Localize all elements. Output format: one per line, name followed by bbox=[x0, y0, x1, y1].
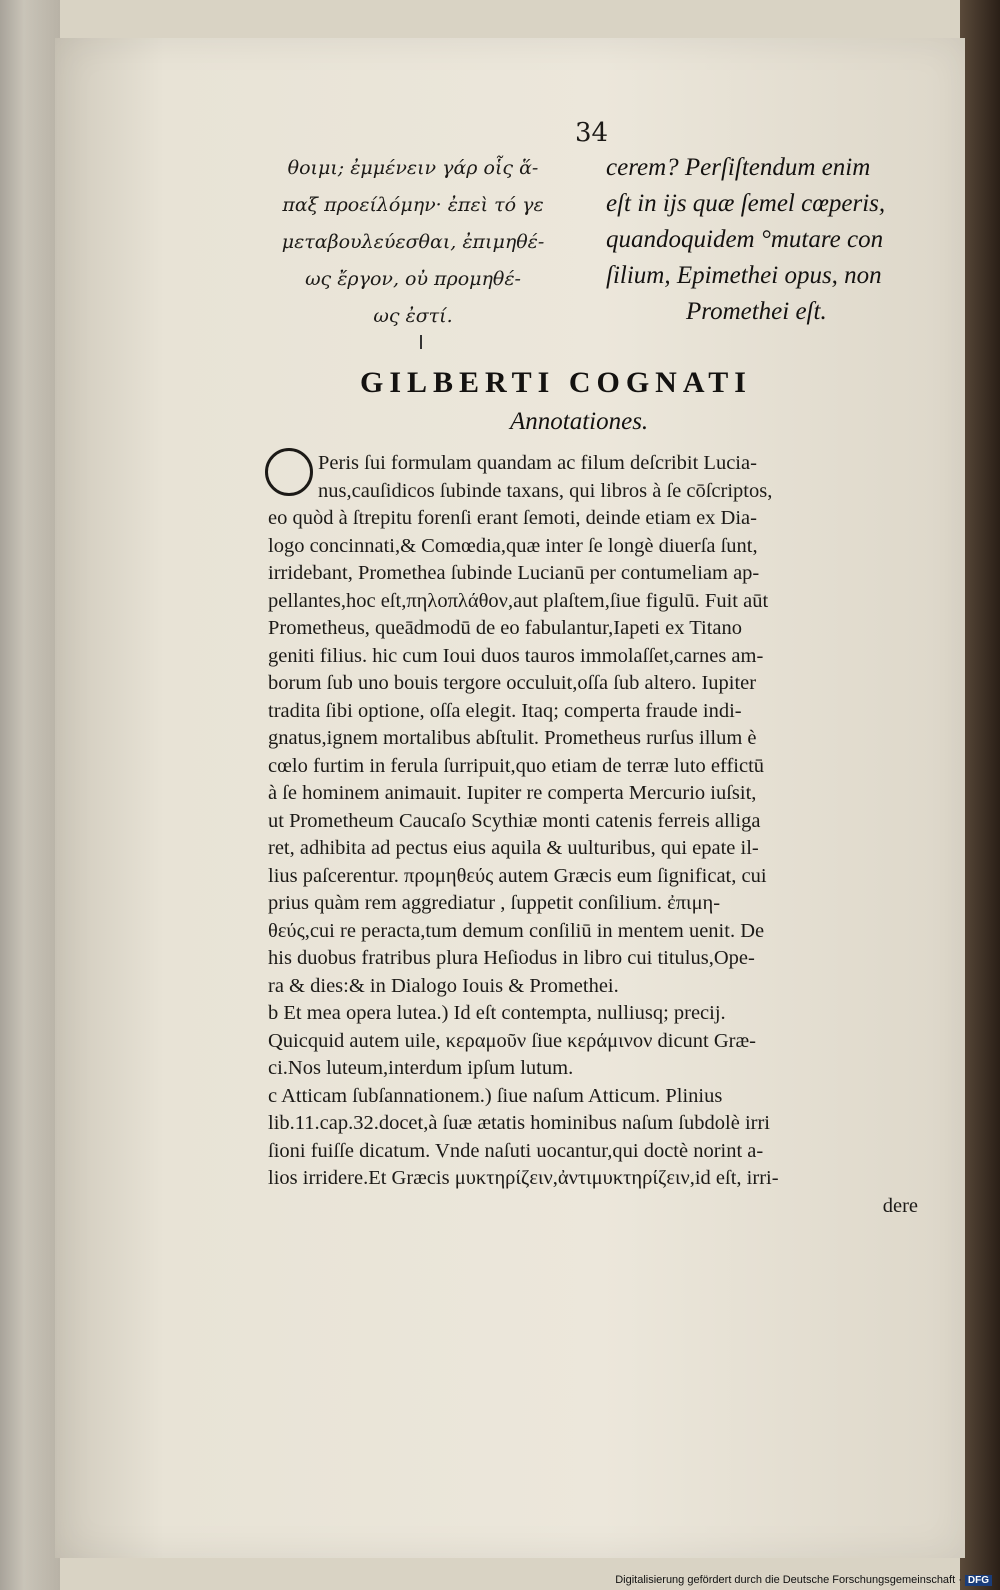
body-line: lios irridere.Et Græcis μυκτηρίζειν,ἀντιμυκτηρίζειν,id eſt, irri- bbox=[268, 1167, 779, 1189]
body-line: Quicquid autem uile, κεραμοῦν ſiue κεράμινον dicunt Græ- bbox=[268, 1029, 757, 1052]
annotation-body bbox=[268, 450, 918, 1220]
body-line: tradita ſibi optione, oſſa elegit. Itaq; comperta fraude indi- bbox=[268, 699, 742, 722]
spine-shadow bbox=[960, 0, 1000, 1590]
body-line: prius quàm rem aggrediatur , ſuppetit conſilium. ἐπιμη- bbox=[268, 892, 721, 914]
body-line: logo concinnati,& Comœdia,quæ inter ſe longè diuerſa ſunt, bbox=[268, 534, 758, 557]
body-line: pellantes,hoc eſt,πηλοπλάθον,aut plaſtem,ſiue figulū. Fuit aūt bbox=[268, 589, 769, 612]
margin-mark bbox=[420, 335, 422, 349]
body-line: Peris ſui formulam quandam ac filum deſcribit Lucia- bbox=[318, 452, 757, 474]
latin-line: eſt in ijs quæ ſemel cœperis, bbox=[606, 190, 886, 217]
body-line: Prometheus, queādmodū de eo fabulantur,Iapeti ex Titano bbox=[268, 617, 742, 639]
book-edge bbox=[0, 0, 60, 1590]
digitization-footer bbox=[615, 1574, 992, 1586]
greek-line: παξ προείλόμην· ἐπεὶ τό γε bbox=[282, 194, 544, 216]
latin-line: Promethei eſt. bbox=[686, 298, 827, 325]
body-line: ra & dies:& in Dialogo Iouis & Promethei. bbox=[268, 974, 619, 997]
greek-column bbox=[258, 150, 568, 335]
section-subheading: Annotationes. bbox=[510, 408, 649, 435]
body-line: ſioni fuiſſe dicatum. Vnde naſuti uocantur,qui doctè norint a- bbox=[268, 1139, 764, 1162]
greek-line: μεταβουλεύεσθαι, ἐπιμηθέ- bbox=[281, 231, 545, 253]
body-line: ci.Nos luteum,interdum ipſum lutum. bbox=[268, 1057, 574, 1079]
body-line: borum ſub uno bouis tergore occuluit,oſſa ſub altero. Iupiter bbox=[268, 672, 757, 694]
body-line: ret, adhibita ad pectus eius aquila & uulturibus, qui epate il- bbox=[268, 837, 759, 859]
body-line: cœlo furtim in ferula ſurripuit,quo etiam de terræ luto effictū bbox=[268, 754, 765, 777]
body-line: irridebant, Promethea ſubinde Lucianū per contumeliam ap- bbox=[268, 562, 760, 584]
body-line: b Et mea opera lutea.) Id eſt contempta, nulliusq; precij. bbox=[268, 1002, 726, 1024]
latin-line: cerem? Perſiſtendum enim bbox=[606, 154, 871, 181]
section-heading: GILBERTI COGNATI bbox=[360, 366, 752, 399]
latin-column bbox=[606, 150, 926, 330]
footer-text: Digitalisierung gefördert durch die Deutsche Forschungsgemeinschaft · bbox=[615, 1574, 962, 1586]
greek-line: ως ἔργον, οὐ προμηθέ- bbox=[305, 268, 521, 290]
body-line: geniti filius. hic cum Ioui duos tauros immolaſſet,carnes am- bbox=[268, 644, 764, 667]
greek-line: θοιμι; ἐμμένειν γάρ οἷς ἅ- bbox=[287, 157, 539, 179]
latin-line: ſilium, Epimethei opus, non bbox=[606, 262, 882, 289]
page-number: 34 bbox=[575, 118, 609, 148]
body-line: lius paſcerentur. προμηθεύς autem Græcis eum ſignificat, cui bbox=[268, 864, 767, 887]
body-line: à ſe hominem animauit. Iupiter re comperta Mercurio iuſsit, bbox=[268, 782, 757, 804]
body-line: θεύς,cui re peracta,tum demum conſiliū in mentem uenit. De bbox=[268, 919, 765, 942]
body-line: eo quòd à ſtrepitu forenſi erant ſemoti, deinde etiam ex Dia- bbox=[268, 507, 757, 529]
greek-line: ως ἐστί. bbox=[373, 305, 453, 327]
body-line: c Atticam ſubſannationem.) ſiue naſum Atticum. Plinius bbox=[268, 1084, 723, 1107]
body-line: ut Prometheum Caucaſo Scythiæ monti catenis ferreis alliga bbox=[268, 809, 761, 832]
body-line: gnatus,ignem mortalibus abſtulit. Prometheus rurſus illum è bbox=[268, 727, 757, 749]
body-line: nus,cauſidicos ſubinde taxans, qui libros à ſe cōſcriptos, bbox=[318, 479, 773, 502]
body-line: his duobus fratribus plura Heſiodus in libro cui titulus,Ope- bbox=[268, 947, 755, 969]
catchword: dere bbox=[882, 1194, 918, 1217]
dfg-logo-icon: DFG bbox=[965, 1575, 992, 1586]
body-line: lib.11.cap.32.docet,à ſuæ ætatis hominibus naſum ſubdolè irri bbox=[268, 1112, 770, 1134]
latin-line: quandoquidem °mutare con bbox=[606, 226, 884, 253]
